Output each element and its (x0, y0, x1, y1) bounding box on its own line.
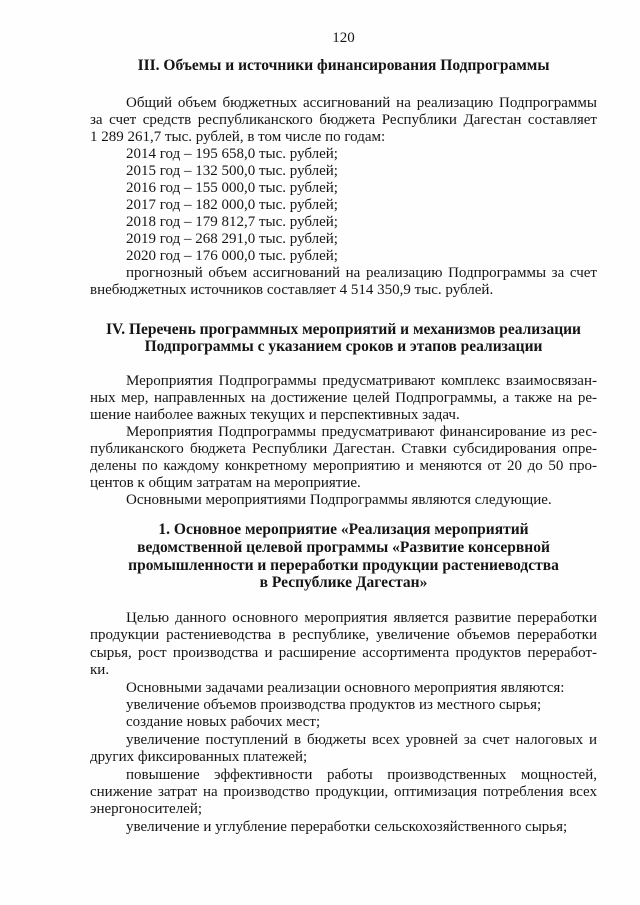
measure-1-heading-line: промышленности и переработки продукции растениеводства (128, 556, 559, 574)
year-amount-line: 2017 год – 182 000,0 тыс. рублей; (126, 196, 338, 213)
year-amount-line: 2020 год – 176 000,0 тыс. рублей; (126, 247, 338, 264)
intro-line: за счет средств республиканского бюджета Республики Дагестан составляет (90, 111, 597, 128)
section-3-heading-block (90, 57, 597, 75)
forecast-line: прогнозный объем ассигнований на реализацию Подпрограммы за счет (126, 264, 597, 281)
goal-line: продукции растениеводства в республике, увеличение объемов переработки (90, 627, 597, 644)
measure-1-heading-line: в Республике Дагестан» (259, 574, 428, 592)
paragraph-line: Мероприятия Подпрограммы предусматривают финансирование из рес- (126, 423, 597, 440)
measure-1-body (90, 610, 597, 836)
year-amount-line: 2019 год – 268 291,0 тыс. рублей; (126, 230, 338, 247)
section-4-heading-block (90, 321, 597, 355)
section-4-heading-line: Подпрограммы с указанием сроков и этапов реализации (144, 337, 543, 355)
page-number-block (90, 29, 597, 47)
goal-line: ки. (90, 662, 110, 679)
task-line: увеличение объемов производства продуктов из местного сырья; (126, 697, 542, 714)
section-4-heading-line: IV. Перечень программных мероприятий и механизмов реализации (105, 320, 581, 338)
year-amount-line: 2015 год – 132 500,0 тыс. рублей; (126, 162, 338, 179)
measure-1-heading-line: ведомственной целевой программы «Развитие консервной (137, 538, 550, 556)
task-line: повышение эффективности работы производственных мощностей, (126, 766, 597, 783)
year-amount-line: 2016 год – 155 000,0 тыс. рублей; (126, 179, 338, 196)
paragraph-line: шение наиболее важных текущих и перспективных задач. (90, 406, 460, 423)
task-line: энергоносителей; (90, 801, 203, 818)
paragraph-line: делены по каждому конкретному мероприятию и меняются от 20 до 50 про- (90, 457, 597, 474)
measure-1-heading-block (90, 521, 597, 592)
tasks-intro: Основными задачами реализации основного мероприятия являются: (126, 679, 565, 696)
task-line: других фиксированных платежей; (90, 749, 308, 766)
section-4-body (90, 373, 597, 509)
measure-1-heading-line: 1. Основное мероприятие «Реализация мероприятий (158, 521, 529, 538)
goal-line: сырья, рост производства и расширение ассортимента продуктов переработ- (90, 644, 597, 661)
task-line: увеличение и углубление переработки сельскохозяйственного сырья; (126, 818, 568, 835)
intro-line: 1 289 261,7 тыс. рублей, в том числе по годам: (90, 128, 386, 145)
task-line: увеличение поступлений в бюджеты всех уровней за счет налоговых и (126, 731, 597, 748)
paragraph-line: Мероприятия Подпрограммы предусматривают комплекс взаимосвязан- (126, 372, 597, 389)
section-3-heading: III. Объемы и источники финансирования Подпрограммы (137, 57, 550, 74)
goal-line: Целью данного основного мероприятия является развитие переработки (126, 610, 597, 626)
section-3-body (90, 95, 597, 299)
paragraph-line: центов к общим затратам на мероприятие. (90, 474, 361, 491)
page-number: 120 (332, 30, 355, 46)
paragraph-line: публиканского бюджета Республики Дагестан. Ставки субсидирования опре- (90, 440, 597, 457)
task-line: снижение затрат на производство продукции, оптимизация потребления всех (90, 784, 597, 801)
task-line: создание новых рабочих мест; (126, 714, 321, 731)
paragraph-line: ных мер, направленных на достижение целей Подпрограммы, а также на ре- (90, 389, 597, 406)
year-amount-line: 2018 год – 179 812,7 тыс. рублей; (126, 213, 338, 230)
year-amount-line: 2014 год – 195 658,0 тыс. рублей; (126, 145, 338, 162)
paragraph-line: Основными мероприятиями Подпрограммы являются следующие. (126, 491, 552, 508)
intro-line: Общий объем бюджетных ассигнований на реализацию Подпрограммы (126, 94, 597, 111)
forecast-line: внебюджетных источников составляет 4 514 350,9 тыс. рублей. (90, 281, 494, 298)
